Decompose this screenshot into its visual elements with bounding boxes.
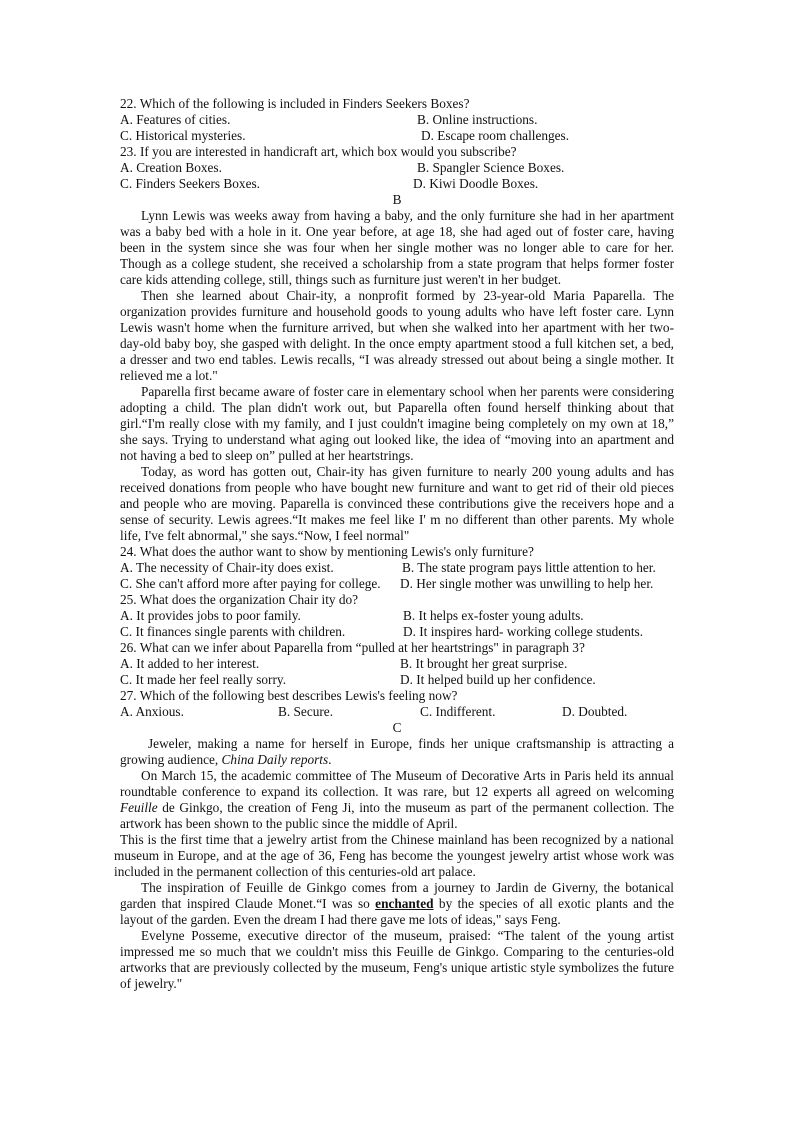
option-23-d[interactable]: D. Kiwi Doodle Boxes.: [413, 176, 539, 191]
option-26-a[interactable]: A. It added to her interest.: [120, 656, 260, 671]
option-22-d[interactable]: D. Escape room challenges.: [421, 128, 570, 143]
option-26-c[interactable]: C. It made her feel really sorry.: [120, 672, 287, 687]
option-25-d[interactable]: D. It inspires hard- working college students.: [403, 624, 644, 639]
option-22-b[interactable]: B. Online instructions.: [417, 112, 538, 127]
section-b-paragraph-4: Today, as word has gotten out, Chair-ity has given furniture to nearly 200 young adults and has received donations from people who have bought new furniture and want to get rid of their old pieces and people who are moving. Paparella is convinced these contributions give the receivers hope and a sense of security. Lewis agrees.“It makes me feel like I' m no different than other parents. My whole life, I've felt abnormal," she says.“Now, I feel normal": [120, 464, 674, 543]
section-b-paragraph-2: Then she learned about Chair-ity, a nonprofit formed by 23-year-old Maria Paparella. The organization provides furniture and household goods to young adults who have left foster care. Lynn Lewis wasn't home when the furniture arrived, but when she walked into her apartment with her two-day-old baby boy, she gasped with delight. In the once empty apartment stood a full kitchen set, a bed, a dresser and two end tables. Lewis recalls, “I was already stressed out about being a single mother. It relieved me a lot.": [120, 288, 674, 383]
question-25-options-row2: [120, 624, 674, 640]
section-b-heading: B: [392, 192, 402, 207]
question-22-options-row2: [120, 128, 674, 144]
question-23-stem: 23. If you are interested in handicraft art, which box would you subscribe?: [120, 144, 517, 159]
option-23-c[interactable]: C. Finders Seekers Boxes.: [120, 176, 260, 191]
question-26-options-row1: [120, 656, 674, 672]
section-c-p2-text: On March 15, the academic committee of The Museum of Decorative Arts in Paris held its annual roundtable conference to expand its collection. It was rare, but 12 experts all agreed on welcoming: [120, 768, 674, 799]
option-23-b[interactable]: B. Spangler Science Boxes.: [417, 160, 565, 175]
question-26-options-row2: [120, 672, 674, 688]
section-c-paragraph-3: This is the first time that a jewelry artist from the Chinese mainland has been recognized by a national museum in Europe, and at the age of 36, Feng has become the youngest jewelry artist whose work was included in the permanent collection of this centuries-old art palace.: [114, 832, 674, 879]
option-26-d[interactable]: D. It helped build up her confidence.: [400, 672, 596, 687]
option-25-a[interactable]: A. It provides jobs to poor family.: [120, 608, 301, 623]
section-c-paragraph-5: Evelyne Posseme, executive director of the museum, praised: “The talent of the young artist impressed me so much that we couldn't miss this Feuille de Ginkgo. Comparing to the centuries-old artworks that are previously collected by the museum, Feng's unique artistic style symbolizes the future of jewelry.": [120, 928, 674, 991]
question-25-stem: 25. What does the organization Chair ity do?: [120, 592, 359, 607]
section-c-paragraph-1: [120, 736, 674, 768]
question-23-options-row1: [120, 160, 674, 176]
exam-content: [114, 96, 674, 992]
question-22-options-row1: [120, 112, 674, 128]
section-c-p2-end: de Ginkgo, the creation of Feng Ji, into the museum as part of the permanent collection. The artwork has been shown to the public since the middle of April.: [120, 800, 674, 831]
option-24-b[interactable]: B. The state program pays little attention to her.: [402, 560, 656, 575]
section-c-p4-text: The inspiration of Feuille de Ginkgo comes from a journey to Jardin de Giverny, the botanical garden that inspired Claude Monet.: [120, 880, 674, 911]
section-c-p2-italic: Feuille: [120, 800, 158, 815]
question-23-options-row2: [120, 176, 674, 192]
option-24-c[interactable]: C. She can't afford more after paying for college.: [120, 576, 381, 591]
option-24-d[interactable]: D. Her single mother was unwilling to help her.: [400, 576, 654, 591]
question-24-options-row2: [120, 576, 674, 592]
section-c-vocab-enchanted: enchanted: [375, 896, 434, 911]
option-23-a[interactable]: A. Creation Boxes.: [120, 160, 222, 175]
section-c-p1-end: .: [328, 752, 332, 767]
option-24-a[interactable]: A. The necessity of Chair-ity does exist.: [120, 560, 334, 575]
question-27-options: [120, 704, 674, 720]
section-c-p1-text: Jeweler, making a name for herself in Europe, finds her unique craftsmanship is attracting a growing audience,: [120, 736, 674, 767]
section-b-paragraph-3: Paparella first became aware of foster care in elementary school when her parents were considering adopting a child. The plan didn't work out, but Paparella often found herself thinking about that girl.“I'm really close with my family, and I just couldn't imagine being completely on my own at 18,” she says. Trying to understand what aging out looked like, the idea of “moving into an apartment and not having a bed to sleep on” pulled at her heartstrings.: [120, 384, 674, 463]
section-c-p1-source: China Daily reports: [221, 752, 329, 767]
question-22-stem: 22. Which of the following is included in Finders Seekers Boxes?: [120, 96, 470, 111]
section-c-heading: C: [392, 720, 402, 735]
question-24-options-row1: [120, 560, 674, 576]
option-27-a[interactable]: A. Anxious.: [120, 704, 184, 719]
option-22-c[interactable]: C. Historical mysteries.: [120, 128, 246, 143]
question-25-options-row1: [120, 608, 674, 624]
section-c-paragraph-2: [120, 768, 674, 832]
section-c-paragraph-4: [120, 880, 674, 928]
question-26-stem: 26. What can we infer about Paparella from “pulled at her heartstrings" in paragraph 3?: [120, 640, 585, 655]
option-25-b[interactable]: B. It helps ex-foster young adults.: [403, 608, 584, 623]
option-22-a[interactable]: A. Features of cities.: [120, 112, 231, 127]
section-c-p5-text: “I was so: [316, 896, 376, 911]
question-27-stem: 27. Which of the following best describes Lewis's feeling now?: [120, 688, 458, 703]
option-27-c[interactable]: C. Indifferent.: [420, 704, 496, 719]
option-26-b[interactable]: B. It brought her great surprise.: [400, 656, 568, 671]
option-27-b[interactable]: B. Secure.: [278, 704, 334, 719]
option-25-c[interactable]: C. It finances single parents with children.: [120, 624, 346, 639]
section-c-p5-end: by the species of all exotic plants and the layout of the garden. Even the dream I had there gave me lots of ideas," says Feng.: [120, 896, 674, 927]
section-b-paragraph-1: Lynn Lewis was weeks away from having a baby, and the only furniture she had in her apartment was a baby bed with a hole in it. One year before, at age 18, she had aged out of foster care, having been in the system since she was four when her single mother was no longer able to care for her. Though as a college student, she received a scholarship from a state program that helps former foster care kids attending college, still, things such as furniture just weren't in her budget.: [120, 208, 674, 287]
option-27-d[interactable]: D. Doubted.: [562, 704, 628, 719]
question-24-stem: 24. What does the author want to show by mentioning Lewis's only furniture?: [120, 544, 534, 559]
